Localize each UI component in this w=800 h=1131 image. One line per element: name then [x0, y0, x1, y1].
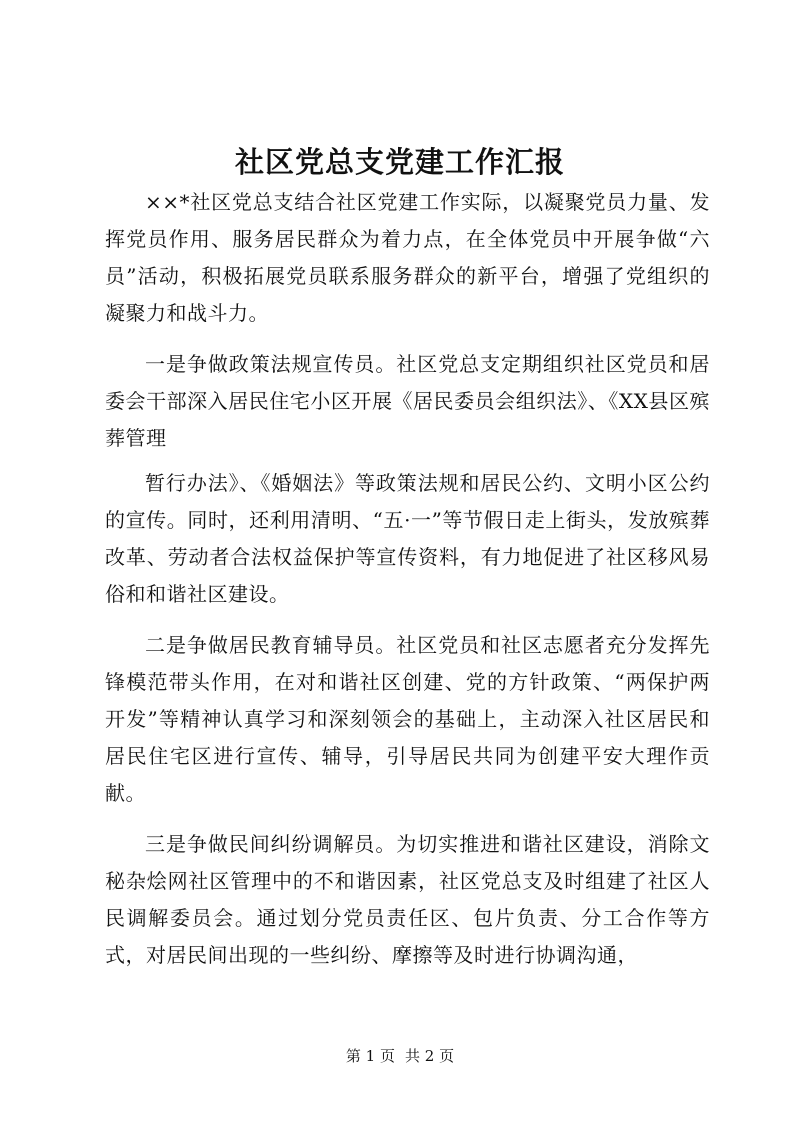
paragraph-policy-publicity-cont: 暂行办法》、《婚姻法》等政策法规和居民公约、文明小区公约的宣传。同时，还利用清明、“五·一”等节假日走上街头，发放殡葬改革、劳动者合法权益保护等宣传资料，有力地促进了社区移风易俗和和谐社区建设。	[105, 471, 710, 606]
paragraph-intro: ××*社区党总支结合社区党建工作实际，以凝聚党员力量、发挥党员作用、服务居民群众为着力点，在全体党员中开展争做“六员”活动，积极拓展党员联系服务群众的新平台，增强了党组织的凝聚力和战斗力。	[105, 190, 710, 325]
document-title: 社区党总支党建工作汇报	[234, 145, 565, 179]
paragraph-mediation: 三是争做民间纠纷调解员。为切实推进和谐社区建设，消除文秘杂烩网社区管理中的不和谐因素，社区党总支及时组建了社区人民调解委员会。通过划分党员责任区、包片负责、分工合作等方式，对居民间出现的一些纠纷、摩擦等及时进行协调沟通，	[105, 832, 710, 967]
paragraph-policy-publicity: 一是争做政策法规宣传员。社区党总支定期组织社区党员和居委会干部深入居民住宅小区开展《居民委员会组织法》、《XX县区殡葬管理	[105, 352, 710, 450]
page-footer	[0, 1046, 800, 1066]
paragraph-education: 二是争做居民教育辅导员。社区党员和社区志愿者充分发挥先锋模范带头作用，在对和谐社区创建、党的方针政策、“两保护两开发”等精神认真学习和深刻领会的基础上，主动深入社区居民和居民住宅区进行宣传、辅导，引导居民共同为创建平安大理作贡献。	[105, 633, 710, 805]
page-number: 第 1 页	[345, 1047, 395, 1065]
page-total: 共 2 页	[405, 1047, 455, 1065]
document-body	[105, 184, 710, 974]
